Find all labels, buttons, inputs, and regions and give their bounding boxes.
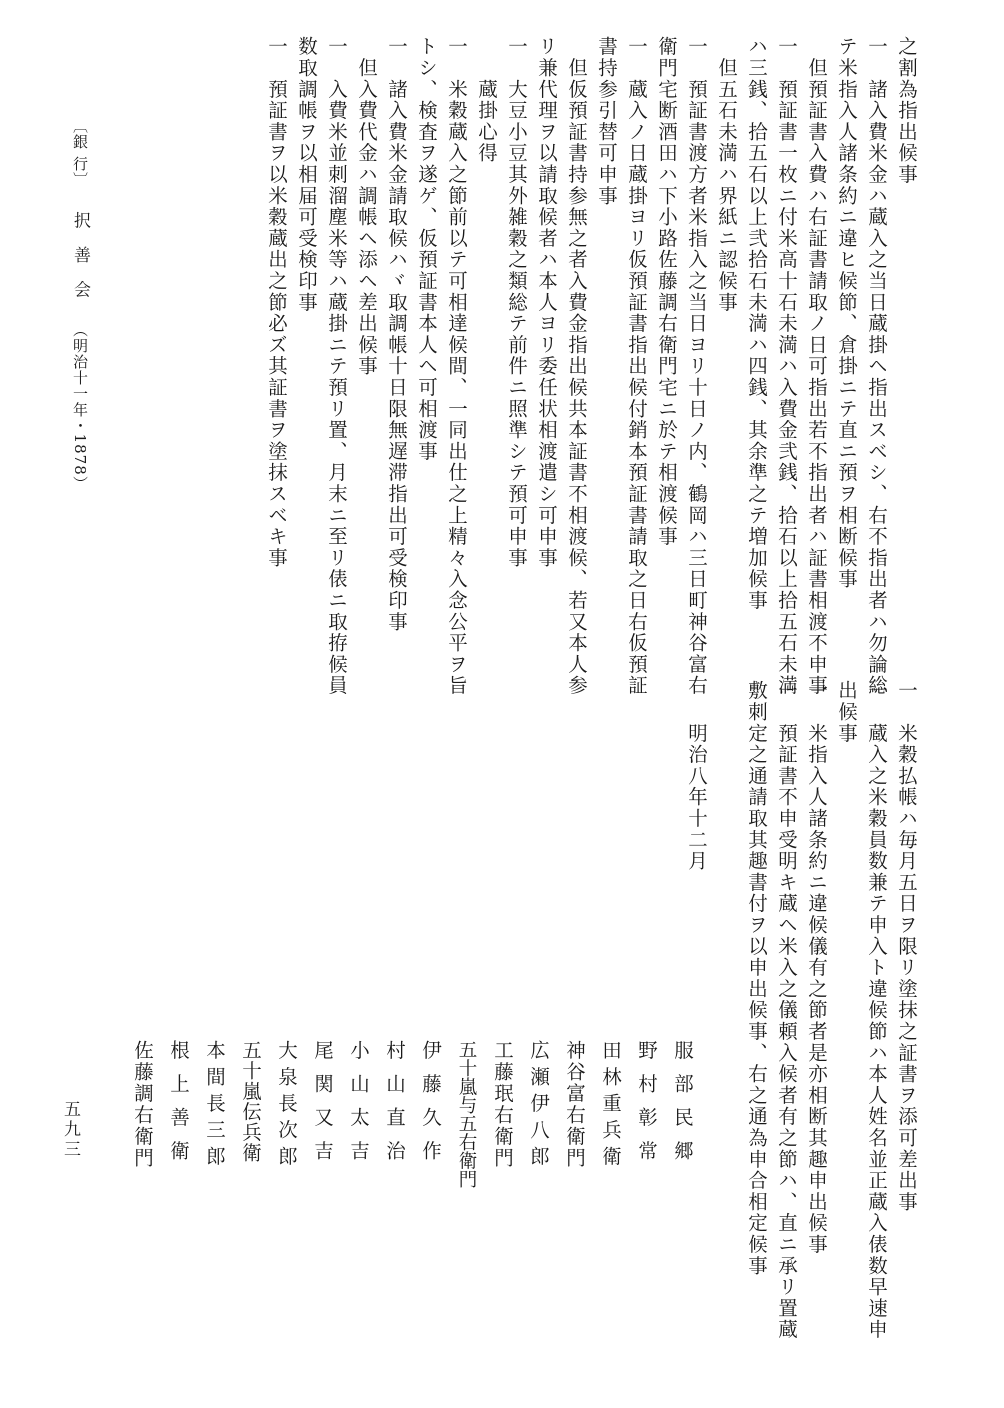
text-line: 但五石未満ハ界紙ニ認候事 xyxy=(715,36,738,313)
text-line: 衛門宅断酒田ハ下小路佐藤調右衛門宅ニ於テ相渡候事 xyxy=(655,36,678,548)
text-line: 出候事 xyxy=(835,680,858,744)
signatory-name: 神谷富右衛門 xyxy=(563,1040,586,1169)
text-line: 一 蔵入之米穀員数兼テ申入ト違候節ハ本人姓名並正蔵入俵数早速申 xyxy=(865,680,888,1341)
text-line: 一 米穀蔵入之節前以テ可相達候間、一同出仕之上精々入念公平ヲ旨 xyxy=(445,36,468,697)
signatory-name: 村山直治 xyxy=(383,1040,406,1174)
text-line: 一 大豆小豆其外雑穀之類総テ前件ニ照準シテ預可申事 xyxy=(505,36,528,569)
text-line: 一 預証書ヲ以米穀蔵出之節必ズ其証書ヲ塗抹スベキ事 xyxy=(265,36,288,569)
footer-label xyxy=(68,118,92,492)
text-line: ハ三銭、拾五石以上弐拾石未満ハ四銭、其余準之テ増加候事 xyxy=(745,36,768,612)
text-line: 一 預証書不申受明キ蔵ヘ米入之儀頼入候者有之節ハ、直ニ承リ置蔵 xyxy=(775,680,798,1341)
text-line: 数取調帳ヲ以相届可受検印事 xyxy=(295,36,318,313)
text-line: 一 諸入費米金ハ蔵入之当日蔵掛ヘ指出スベシ、右不指出者ハ勿論総 xyxy=(865,36,888,697)
footer-org: 択 善 会 xyxy=(70,211,90,304)
signatory-name: 本間長三郎 xyxy=(203,1040,226,1173)
signatory-name: 小山太吉 xyxy=(347,1040,370,1174)
signatory-name: 大泉長次郎 xyxy=(275,1040,298,1173)
text-line: 一 米穀払帳ハ毎月五日ヲ限リ塗抹之証書ヲ添可差出事 xyxy=(895,680,918,1213)
signatory-name: 佐藤調右衛門 xyxy=(131,1040,154,1169)
text-line: 之割為指出候事 xyxy=(895,36,918,186)
text-line: 但仮預証書持参無之者入費金指出候共本証書不相渡候、若又本人参 xyxy=(565,36,588,697)
section-heading: 蔵掛心得 xyxy=(475,36,498,164)
text-line: 敷刺定之通請取其趣書付ヲ以申出候事、右之通為申合相定候事 xyxy=(745,680,768,1277)
signatory-name: 尾関又吉 xyxy=(311,1040,334,1174)
signatory-name: 田林重兵衛 xyxy=(599,1040,622,1173)
text-line: 但入費代金ハ調帳ヘ添ヘ差出候事 xyxy=(355,36,378,377)
signatory-name: 根上善衛 xyxy=(167,1040,190,1174)
text-line: 書持参引替可申事 xyxy=(595,36,618,207)
footer-year: （明治十一年・1878） xyxy=(71,321,89,492)
signatory-name: 伊藤久作 xyxy=(419,1040,442,1174)
text-line: 一 預証書一枚ニ付米高十石未満ハ入費金弐銭、拾石以上拾五石未満 xyxy=(775,36,798,697)
signatory-name: 工藤珉右衛門 xyxy=(491,1040,514,1169)
footer-bracket-label: 〔銀 行〕 xyxy=(71,118,89,188)
text-line: 一 諸入費米金請取候ハヾ取調帳十日限無遅滞指出可受検印事 xyxy=(385,36,408,633)
signatory-name: 広瀬伊八郎 xyxy=(527,1040,550,1173)
text-line: リ兼代理ヲ以請取候者ハ本人ヨリ委任状相渡遣シ可申事 xyxy=(535,36,558,569)
text-line: 一 預証書渡方者米指入之当日ヨリ十日ノ内、鶴岡ハ三日町神谷富右 xyxy=(685,36,708,697)
signatory-name: 野村彰常 xyxy=(635,1040,658,1174)
text-line: 但預証書入費ハ右証書請取ノ日可指出若不指出者ハ証書相渡不申事 xyxy=(805,36,828,697)
text-line: 一 蔵入ノ日蔵掛ヨリ仮預証書指出候付銷本預証書請取之日右仮預証 xyxy=(625,36,648,697)
text-line: 一 入費米並刺溜塵米等ハ蔵掛ニテ預リ置、月末ニ至リ俵ニ取拵候員 xyxy=(325,36,348,697)
page-number: 五九三 xyxy=(60,1100,80,1160)
date-line: 明治八年十二月 xyxy=(685,680,708,872)
signatory-name: 五十嵐伝兵衛 xyxy=(239,1040,262,1163)
text-line: テ米指入人諸条約ニ違ヒ候節、倉掛ニテ直ニ預ヲ相断候事 xyxy=(835,36,858,590)
text-line: 一 米指入人諸条約ニ違候儀有之節者是亦相断其趣申出候事 xyxy=(805,680,828,1256)
signatory-name: 五十嵐与五右衛門 xyxy=(456,1040,477,1188)
text-line: トシ、検査ヲ遂ゲ、仮預証書本人ヘ可相渡事 xyxy=(415,36,438,462)
signatory-name: 服部民郷 xyxy=(671,1040,694,1174)
